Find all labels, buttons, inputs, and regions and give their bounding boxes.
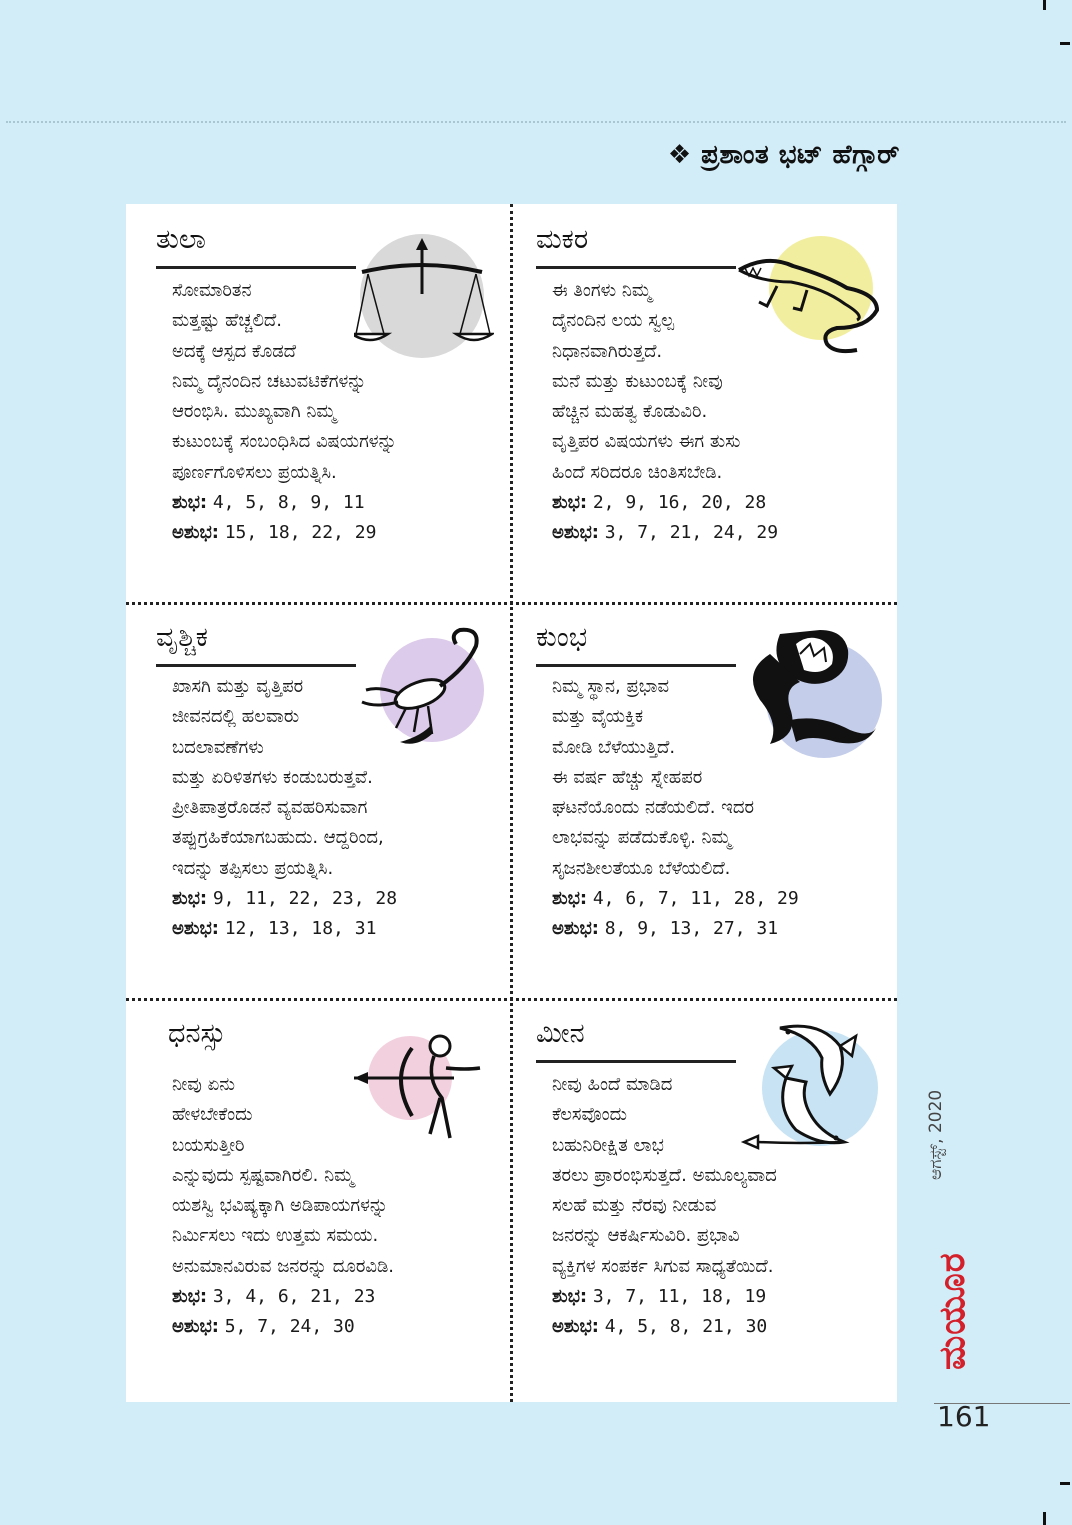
unlucky-days xyxy=(552,518,882,548)
title-rule xyxy=(536,664,736,667)
lucky-values: 4, 5, 8, 9, 11 xyxy=(212,492,365,513)
unlucky-label: ಅಶುಭ: xyxy=(552,1316,599,1337)
sign-text: ಖಾಸಗಿ ಮತ್ತು ವೃತ್ತಿಪರ ಜೀವನದಲ್ಲಿ ಹಲವಾರು ಬದಲಾವಣೆಗಳು ಮತ್ತು ಏರಿಳಿತಗಳು ಕಂಡುಬರುತ್ತವೆ. ಪ್ರೀತಿಪಾತ್ರರೊಡನೆ ವ್ಯವಹರಿಸುವಾಗ ತಪ್ಪುಗ್ರಹಿಕೆಯಾಗಬಹುದು. ಆದ್ದರಿಂದ, ಇದನ್ನು ತಪ್ಪಿಸಲು ಪ್ರಯತ್ನಿಸಿ. xyxy=(172,676,384,879)
title-rule xyxy=(156,266,356,269)
sign-card-tula xyxy=(126,204,511,602)
crop-mark xyxy=(1060,42,1070,45)
lucky-label: ಶುಭ: xyxy=(552,492,588,513)
unlucky-days xyxy=(172,914,502,944)
sign-card-dhanassu xyxy=(126,1000,511,1398)
unlucky-values: 15, 18, 22, 29 xyxy=(224,522,377,543)
unlucky-days xyxy=(172,1312,502,1342)
unlucky-values: 4, 5, 8, 21, 30 xyxy=(604,1316,768,1337)
crop-mark xyxy=(1060,1482,1070,1485)
crop-mark xyxy=(1043,0,1046,10)
title-rule xyxy=(536,266,736,269)
unlucky-label: ಅಶುಭ: xyxy=(172,918,219,939)
unlucky-label: ಅಶುಭ: xyxy=(172,522,219,543)
unlucky-values: 8, 9, 13, 27, 31 xyxy=(604,918,779,939)
unlucky-label: ಅಶುಭ: xyxy=(172,1316,219,1337)
unlucky-label: ಅಶುಭ: xyxy=(552,522,599,543)
unlucky-values: 12, 13, 18, 31 xyxy=(224,918,377,939)
sign-text: ನೀವು ಹಿಂದೆ ಮಾಡಿದ ಕೆಲಸವೊಂದು ಬಹುನಿರೀಕ್ಷಿತ ಲಾಭ ತರಲು ಪ್ರಾರಂಭಿಸುತ್ತದೆ. ಅಮೂಲ್ಯವಾದ ಸಲಹೆ ಮತ್ತು ನೆರವು ನೀಡುವ ಜನರನ್ನು ಆಕರ್ಷಿಸುವಿರಿ. ಪ್ರಭಾವಿ ವ್ಯಕ್ತಿಗಳ ಸಂಪರ್ಕ ಸಿಗುವ ಸಾಧ್ಯತೆಯಿದೆ. xyxy=(552,1074,777,1277)
lucky-values: 2, 9, 16, 20, 28 xyxy=(592,492,767,513)
lucky-days xyxy=(172,488,502,518)
sign-card-meena xyxy=(512,1000,897,1398)
lucky-values: 3, 7, 11, 18, 19 xyxy=(592,1286,767,1307)
lucky-days xyxy=(172,1282,502,1312)
sign-card-makara xyxy=(512,204,897,602)
lucky-values: 4, 6, 7, 11, 28, 29 xyxy=(592,888,799,909)
lucky-days xyxy=(552,488,882,518)
lucky-days xyxy=(552,884,882,914)
page-number: 161 xyxy=(937,1400,991,1433)
lucky-label: ಶುಭ: xyxy=(172,1286,208,1307)
sign-text: ನೀವು ಏನು ಹೇಳಬೇಕೆಂದು ಬಯಸುತ್ತೀರಿ ಎನ್ನುವುದು ಸ್ಪಷ್ಟವಾಗಿರಲಿ. ನಿಮ್ಮ ಯಶಸ್ವಿ ಭವಿಷ್ಯಕ್ಕಾಗಿ ಅಡಿಪಾಯಗಳನ್ನು ನಿರ್ಮಿಸಲು ಇದು ಉತ್ತಮ ಸಮಯ. ಅನುಮಾನವಿರುವ ಜನರನ್ನು ದೂರವಿಡಿ. xyxy=(172,1074,395,1277)
sign-text: ಈ ತಿಂಗಳು ನಿಮ್ಮ ದೈನಂದಿನ ಲಯ ಸ್ವಲ್ಪ ನಿಧಾನವಾಗಿರುತ್ತದೆ. ಮನೆ ಮತ್ತು ಕುಟುಂಬಕ್ಕೆ ನೀವು ಹೆಚ್ಚಿನ ಮಹತ್ವ ಕೊಡುವಿರಿ. ವೃತ್ತಿಪರ ವಿಷಯಗಳು ಈಗ ತುಸು ಹಿಂದೆ ಸರಿದರೂ ಚಿಂತಿಸಬೇಡಿ. xyxy=(552,280,741,483)
issue-date: ಆಗಸ್ಟ್, 2020 xyxy=(926,1089,946,1180)
title-rule xyxy=(536,1060,736,1063)
sign-card-vrishchika xyxy=(126,604,511,1002)
lucky-label: ಶುಭ: xyxy=(552,888,588,909)
sign-title: ಮಕರ xyxy=(536,224,589,255)
lucky-label: ಶುಭ: xyxy=(172,888,208,909)
sign-title: ಕುಂಭ xyxy=(536,622,588,653)
unlucky-days xyxy=(172,518,502,548)
crop-mark xyxy=(1043,1512,1046,1525)
unlucky-label: ಅಶುಭ: xyxy=(552,918,599,939)
sign-text: ಸೋಮಾರಿತನ ಮತ್ತಷ್ಟು ಹೆಚ್ಚಲಿದೆ. ಅದಕ್ಕೆ ಆಸ್ಪದ ಕೊಡದೆ ನಿಮ್ಮ ದೈನಂದಿನ ಚಟುವಟಿಕೆಗಳನ್ನು ಆರಂಭಿಸಿ. ಮುಖ್ಯವಾಗಿ ನಿಮ್ಮ ಕುಟುಂಬಕ್ಕೆ ಸಂಬಂಧಿಸಿದ ವಿಷಯಗಳನ್ನು ಪೂರ್ಣಗೊಳಿಸಲು ಪ್ರಯತ್ನಿಸಿ. xyxy=(172,280,397,483)
lucky-days xyxy=(172,884,502,914)
magazine-logo: ಮಯೂರ xyxy=(932,1252,973,1370)
sign-card-kumbha xyxy=(512,604,897,1002)
lucky-days xyxy=(552,1282,882,1312)
unlucky-values: 5, 7, 24, 30 xyxy=(224,1316,355,1337)
sign-title: ತುಲಾ xyxy=(156,224,206,255)
unlucky-values: 3, 7, 21, 24, 29 xyxy=(604,522,779,543)
sign-title: ವೃಶ್ಚಿಕ xyxy=(156,622,208,653)
sign-title: ಧನಸ್ಸು xyxy=(168,1018,226,1049)
sign-text: ನಿಮ್ಮ ಸ್ಥಾನ, ಪ್ರಭಾವ ಮತ್ತು ವೈಯಕ್ತಿಕ ಮೋಡಿ ಬೆಳೆಯುತ್ತಿದೆ. ಈ ವರ್ಷ ಹೆಚ್ಚು ಸ್ನೇಹಪರ ಘಟನೆಯೊಂದು ನಡೆಯಲಿದೆ. ಇದರ ಲಾಭವನ್ನು ಪಡೆದುಕೊಳ್ಳಿ. ನಿಮ್ಮ ಸೃಜನಶೀಲತೆಯೂ ಬೆಳೆಯಲಿದೆ. xyxy=(552,676,754,879)
title-rule xyxy=(156,664,356,667)
author-byline: ❖ ಪ್ರಶಾಂತ ಭಟ್ ಹೆಗ್ಗಾರ್ xyxy=(667,140,900,170)
top-dotted-divider xyxy=(6,121,1066,123)
lucky-label: ಶುಭ: xyxy=(172,492,208,513)
unlucky-days xyxy=(552,914,882,944)
lucky-values: 9, 11, 22, 23, 28 xyxy=(212,888,398,909)
horoscope-panel xyxy=(126,204,897,1402)
lucky-label: ಶುಭ: xyxy=(552,1286,588,1307)
sign-title: ಮೀನ xyxy=(536,1018,585,1049)
unlucky-days xyxy=(552,1312,882,1342)
lucky-values: 3, 4, 6, 21, 23 xyxy=(212,1286,376,1307)
